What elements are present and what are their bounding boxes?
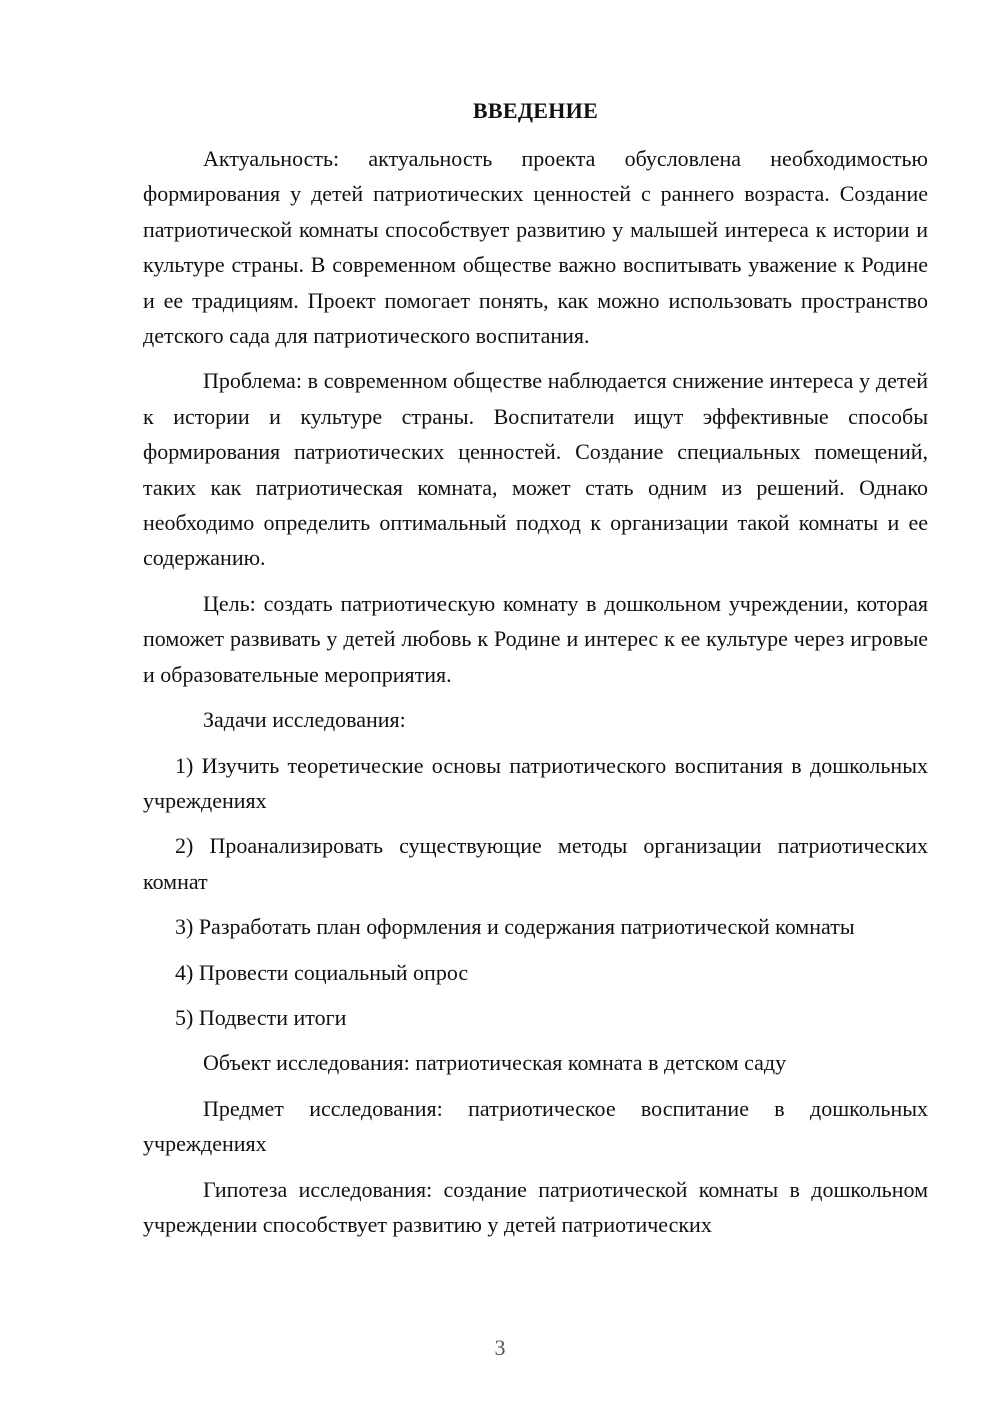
paragraph-problem: Проблема: в современном обществе наблюдается снижение интереса у детей к истории и культуре страны. Воспитатели ищут эффективные способы формирования патриотических ценностей. Создание специальных помещений, таких как патриотическая комната, может стать одним из решений. Однако необходимо определить оптимальный подход к организации такой комнаты и ее содержанию. xyxy=(143,368,928,571)
task-item-4: 4) Провести социальный опрос xyxy=(175,959,469,985)
paragraph-subject: Предмет исследования: патриотическое воспитание в дошкольных учреждениях xyxy=(143,1095,928,1157)
paragraph-relevance: Актуальность: актуальность проекта обусловлена необходимостью формирования у детей патриотических ценностей с раннего возраста. Создание патриотической комнаты способствует развитию у малышей интереса к истории и культуре страны. В современном обществе важно воспитывать уважение к Родине и ее традициям. Проект помогает понять, как можно использовать пространство детского сада для патриотического воспитания. xyxy=(143,146,928,349)
tasks-heading: Задачи исследования: xyxy=(203,707,406,733)
task-item-5: 5) Подвести итоги xyxy=(175,1004,347,1030)
page-title: ВВЕДЕНИЕ xyxy=(472,98,599,123)
document-body xyxy=(143,141,928,1252)
task-item-2: 2) Проанализировать существующие методы организации патриотических комнат xyxy=(143,833,928,894)
paragraph-hypothesis: Гипотеза исследования: создание патриотической комнаты в дошкольном учреждении способствует развитию у детей патриотических xyxy=(143,1176,928,1237)
task-item-1: 1) Изучить теоретические основы патриотического воспитания в дошкольных учреждениях xyxy=(143,752,928,813)
page-number: 3 xyxy=(494,1335,506,1360)
task-item-3: 3) Разработать план оформления и содержания патриотической комнаты xyxy=(175,914,855,940)
paragraph-object: Объект исследования: патриотическая комната в детском саду xyxy=(203,1050,787,1076)
paragraph-goal: Цель: создать патриотическую комнату в дошкольном учреждении, которая поможет развивать у детей любовь к Родине и интерес к ее культуре через игровые и образовательные мероприятия. xyxy=(143,590,928,687)
